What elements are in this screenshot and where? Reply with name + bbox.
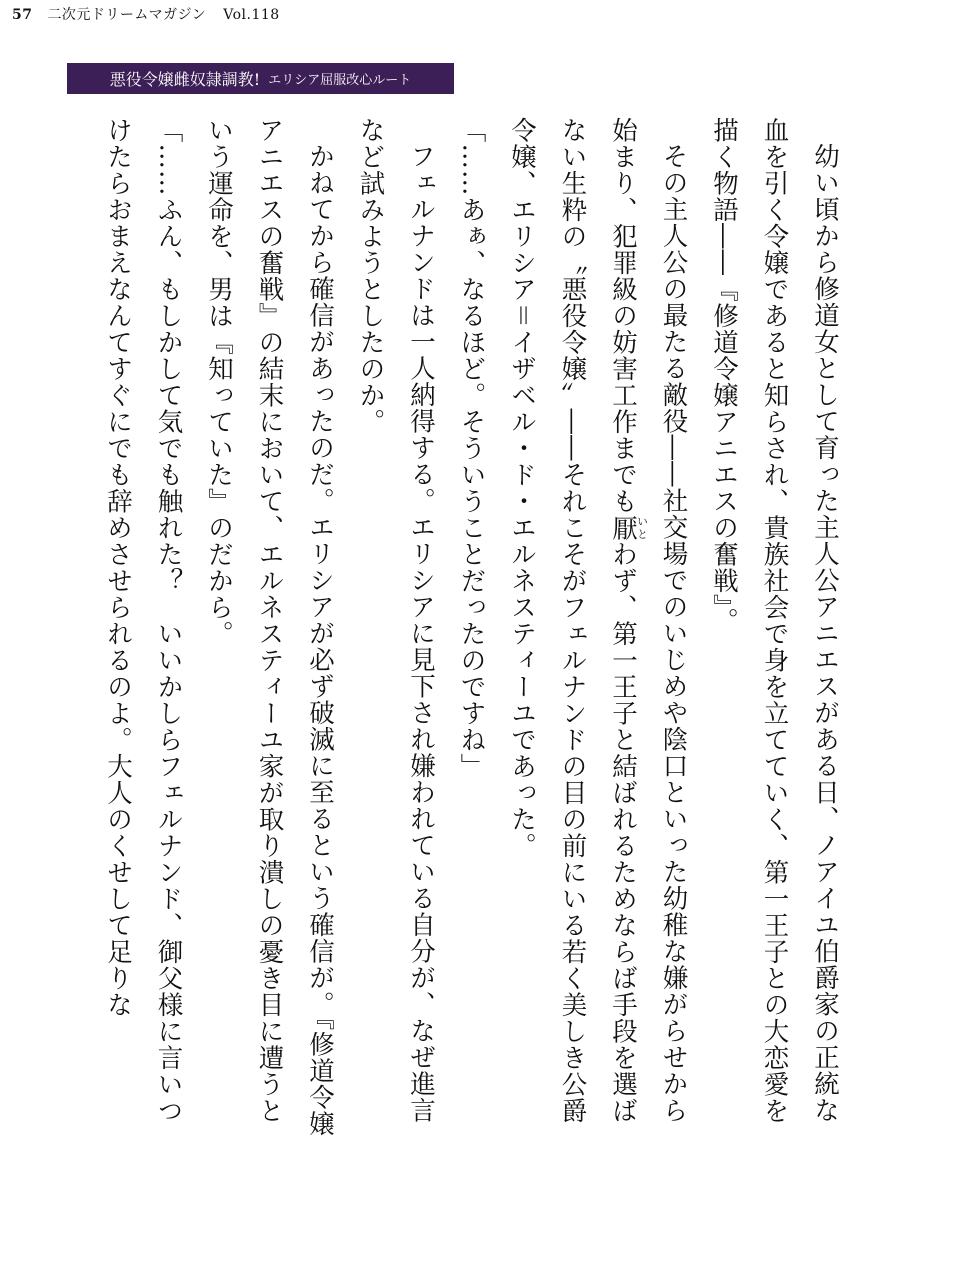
ruby-annotation bbox=[608, 514, 649, 542]
magazine-title: 二次元ドリームマガジン bbox=[47, 7, 207, 23]
paragraph: 幼い頃から修道女として育った主人公アニエスがある日、ノアイユ伯爵家の正統な血を引く令嬢であると知らされ、貴族社会で身を立てていく、第一王子との大恋愛を描く物語――『修道令嬢アニエスの奮戦』。 bbox=[709, 117, 840, 1124]
story-subtitle: エリシア屈服改心ルート bbox=[268, 73, 412, 88]
ruby-base: 厭 bbox=[608, 514, 638, 541]
ruby-reading: いと bbox=[635, 514, 649, 541]
dialogue-line: 「……あぁ、なるほど。そういうことだったのですね」 bbox=[456, 117, 487, 780]
paragraph-part: わず、第一王子と結ばれるためならば手段を選ばない生粋の〝悪役令嬢〟――それこそがフェルナンドの目の前にいる若く美しき公爵令嬢、エリシア＝イザベル・ド・エルネスティーユであった。 bbox=[507, 117, 638, 1124]
paragraph: かねてから確信があったのだ。エリシアが必ず破滅に至るという確信が。『修道令嬢アニエスの奮戦』の結末において、エルネスティーユ家が取り潰しの憂き目に遭うという運命を、男は『知っていた』のだから。 bbox=[204, 117, 335, 1137]
vertical-body-text bbox=[90, 117, 850, 1147]
page-header bbox=[12, 4, 280, 24]
paragraph-part: その主人公の最たる敵役――社交場でのいじめや陰口といった幼稚な嫌がらせから始まり、犯罪級の妨害工作までも bbox=[608, 117, 689, 1123]
dialogue-line: 「……ふん、もしかして気でも触れた？ いいかしらフェルナンド、御父様に言いつけたらおまえなんてすぐにでも辞めさせられるのよ。大人のくせして足りな bbox=[103, 117, 184, 1124]
paragraph-with-ruby bbox=[497, 117, 699, 1147]
paragraph: フェルナンドは一人納得する。エリシアに見下され嫌われている自分が、なぜ進言など試みようとしたのか。 bbox=[355, 117, 436, 1123]
story-title-banner bbox=[67, 63, 454, 94]
volume-number: Vol.118 bbox=[223, 7, 280, 23]
page-number: 57 bbox=[12, 7, 33, 23]
story-title: 悪役令嬢雌奴隷調教! bbox=[109, 70, 261, 89]
